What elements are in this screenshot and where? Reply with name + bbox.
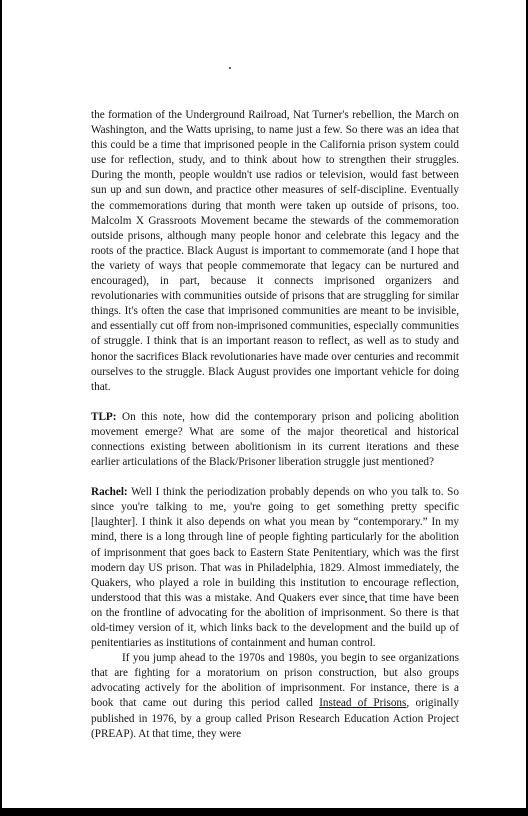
paragraph-text: , originally published in 1976, by a group called Prison Research Education Action Project (PREAP). At that time, they were (91, 697, 459, 740)
paragraph (91, 485, 459, 651)
scan-edge-left (0, 0, 2, 816)
paragraph (91, 108, 459, 395)
scan-edge-bottom (0, 808, 528, 816)
paragraph (91, 651, 459, 742)
paragraph-text: On this note, how did the contemporary prison and policing abolition movement emerge? What are some of the major theoretical and historical connections existing between abolitionism in its current iterations and these earlier articulations of the Black/Prisoner liberation struggle just mentioned? (91, 410, 460, 469)
speaker-label: Rachel: (91, 486, 128, 499)
paragraph-text: Well I think the periodization probably depends on who you talk to. So since you're talking to me, you're going to get something pretty specific [laughter]. I think it also depends on what you mean by “contemporary.” In my mind, there is a long through line of people fighting particularly for the abolition of imprisonment that goes back to Eastern State Penitentiary, which was the first modern day US prison. That was in Philadelphia, 1829. Almost immediately, the Quakers, who played a role in building this institution to encourage reflection, understood that this was a mistake. And Quakers ever since that time have been on the frontline of advocating for the abolition of imprisonment. So there is that old-timey version of it, which links back to the development and the build up of penitentiaries as institutions of containment and human control. (91, 486, 459, 650)
page-body (91, 108, 459, 742)
speaker-label: TLP: (91, 410, 117, 423)
book-title: Instead of Prisons (319, 697, 407, 710)
paragraph (91, 410, 459, 470)
scan-speck (229, 67, 231, 69)
paragraph-text: If you jump ahead to the 1970s and 1980s, you begin to see organizations that are fighting for a moratorium on prison construction, but also groups advocating actively for the abolition of imprisonment. For instance, there is a book that came out during this period called (91, 652, 459, 710)
paragraph-text: the formation of the Underground Railroad, Nat Turner's rebellion, the March on Washington, and the Watts uprising, to name just a few. So there was an idea that this could be a time that imprisoned people in the California prison system could use for reflection, study, and to think about how to strengthen their struggles. During the month, people wouldn't use radios or television, would fast between sun up and sun down, and practice other measures of self-discipline. Eventually the commemorations during that month were taken up outside of prisons, too. Malcolm X Grassroots Movement became the stewards of the commemoration outside prisons, although many people honor and celebrate this legacy and the roots of the practice. Black August is important to commemorate (and I hope that the variety of ways that people commemorate that legacy can be nurtured and encouraged), in part, because it connects imprisoned organizers and revolutionaries with communities outside of prisons that are struggling for similar things. It's often the case that imprisoned communities are meant to be invisible, and essentially cut off from non-imprisoned communities, especially communities of struggle. I think that is an important reason to reflect, as well as to study and honor the sacrifices Black revolutionaries have made over centuries and recommit ourselves to the struggle. Black August provides one important vehicle for doing that. (91, 109, 459, 393)
